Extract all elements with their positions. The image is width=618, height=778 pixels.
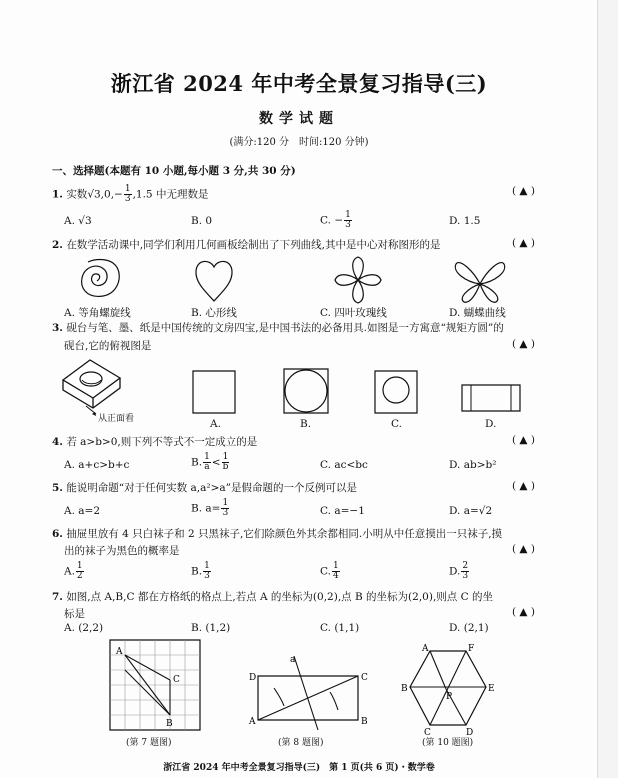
question-text: 若 a>b>0,则下列不等式不一定成立的是 xyxy=(66,436,258,448)
fraction-numerator: 1 xyxy=(204,561,210,571)
fraction xyxy=(203,562,211,581)
fraction-numerator: 1 xyxy=(222,498,229,508)
question-number: 1. xyxy=(52,188,63,201)
score-info: (满分:120 分 时间:120 分钟) xyxy=(229,137,369,148)
option-c: C. (1,1) xyxy=(320,622,360,634)
page-footer: 浙江省 2024 年中考全景复习指导(三) 第 1 页(共 6 页)・数学卷 xyxy=(163,763,435,773)
figure-8-caption: (第 8 题图) xyxy=(278,738,324,748)
option-d-rectangle xyxy=(461,384,521,412)
question-text: 在数学活动课中,同学们利用几何画板绘制出了下列曲线,其中是中心对称图形的是 xyxy=(66,239,441,251)
option-b: B. xyxy=(300,418,312,430)
question-7-line2: 标是 xyxy=(64,608,85,620)
option-label: C. xyxy=(320,565,331,578)
fraction xyxy=(203,453,211,472)
option-c xyxy=(320,211,353,230)
option-b: B. 心形线 xyxy=(191,307,237,319)
fraction xyxy=(124,185,132,204)
question-text: √3,0,− xyxy=(87,188,123,201)
exam-subtitle: 数学试题 xyxy=(259,111,339,127)
less-than-sign: < xyxy=(211,456,221,469)
fraction-numerator: 1 xyxy=(204,452,210,462)
question-number: 6. xyxy=(52,528,63,540)
option-a: A. a+c>b+c xyxy=(64,459,130,471)
option-a: A. 等角螺旋线 xyxy=(64,307,131,319)
fraction xyxy=(222,453,230,472)
cardioid-figure xyxy=(193,257,235,303)
option-a-square xyxy=(192,370,236,414)
fraction xyxy=(76,562,84,581)
exam-title: 浙江省 2024 年中考全景复习指导(三) xyxy=(110,71,488,96)
option-c-square-small-circle xyxy=(374,370,418,414)
fraction-denominator: 3 xyxy=(462,571,469,581)
question-number: 5. xyxy=(52,482,63,494)
four-leaf-rose-figure xyxy=(332,254,384,306)
option-b xyxy=(191,562,212,581)
point-label: B xyxy=(401,684,408,694)
fraction-numerator: 1 xyxy=(222,452,229,462)
question-1 xyxy=(52,185,208,204)
point-label: P xyxy=(446,692,453,702)
fraction xyxy=(221,499,229,518)
fraction xyxy=(344,211,352,230)
point-label: C xyxy=(361,673,368,683)
point-label: E xyxy=(488,684,495,694)
option-label: B. xyxy=(191,456,203,469)
option-c: C. 四叶玫瑰线 xyxy=(320,307,387,319)
question-number: 2. xyxy=(52,239,63,251)
fraction-denominator: 2 xyxy=(76,571,83,581)
fraction-denominator: 4 xyxy=(333,571,339,581)
option-label: C. − xyxy=(320,214,344,227)
answer-mark: ( ▲ ) xyxy=(512,237,535,249)
fraction-numerator: 1 xyxy=(345,210,351,220)
question-number: 7. xyxy=(52,591,63,603)
option-label: B. a= xyxy=(191,502,221,515)
fraction-denominator: 3 xyxy=(222,508,229,518)
fraction-denominator: a xyxy=(204,462,210,472)
question-7-line1 xyxy=(52,589,493,604)
line-label: a xyxy=(290,655,296,665)
question-number: 4. xyxy=(52,436,63,448)
spiral-figure xyxy=(66,257,128,303)
figure-8-rectangle xyxy=(248,654,368,730)
option-a xyxy=(64,562,85,581)
question-text: 砚台与笔、墨、纸是中国传统的文房四宝,是中国书法的必备用具.如图是一方寓意“规矩方圆”的 xyxy=(66,322,504,334)
fraction-numerator: 2 xyxy=(462,561,469,571)
point-label: D xyxy=(249,673,257,683)
fraction-denominator: 3 xyxy=(204,571,210,581)
fraction-numerator: 1 xyxy=(76,561,83,571)
option-a: A. (2,2) xyxy=(64,622,104,634)
option-label: D. xyxy=(449,565,461,578)
front-view-label: 从正面看 xyxy=(98,414,135,424)
option-b: B. 0 xyxy=(191,215,213,227)
option-c xyxy=(320,562,341,581)
point-label: B xyxy=(361,717,368,727)
point-label: C xyxy=(173,675,180,685)
question-text: 抽屉里放有 4 只白袜子和 2 只黑袜子,它们除颜色外其余都相同.小明从中任意摸出一只袜子,摸 xyxy=(66,528,503,540)
point-label: F xyxy=(468,644,475,654)
question-4 xyxy=(52,434,257,449)
answer-mark: ( ▲ ) xyxy=(512,606,535,618)
point-label: C xyxy=(424,728,431,738)
point-label: A xyxy=(116,647,123,657)
option-c: C. a=−1 xyxy=(320,505,365,517)
question-text: ,1.5 中无理数是 xyxy=(132,188,209,201)
point-label: B xyxy=(166,719,173,729)
fraction-numerator: 1 xyxy=(124,184,131,194)
fraction xyxy=(461,562,469,581)
question-text: 如图,点 A,B,C 都在方格纸的格点上,若点 A 的坐标为(0,2),点 B 的坐标为(2,0),则点 C 的坐 xyxy=(66,591,493,603)
answer-mark: ( ▲ ) xyxy=(512,185,535,197)
answer-mark: ( ▲ ) xyxy=(512,543,535,555)
question-6-line1 xyxy=(52,526,502,541)
answer-mark: ( ▲ ) xyxy=(512,434,535,446)
question-5 xyxy=(52,480,357,495)
figure-10-hexagon xyxy=(400,644,500,738)
option-c: C. xyxy=(391,418,402,430)
scrollbar[interactable] xyxy=(597,0,618,778)
fraction-denominator: 3 xyxy=(124,194,131,204)
fraction-numerator: 1 xyxy=(333,561,339,571)
option-label: A. xyxy=(64,565,75,578)
answer-mark: ( ▲ ) xyxy=(512,338,535,350)
option-c: C. ac<bc xyxy=(320,459,368,471)
option-d xyxy=(449,562,470,581)
option-label: B. xyxy=(191,565,203,578)
option-a: A. xyxy=(210,418,221,430)
point-label: A xyxy=(249,717,256,727)
question-text: 能说明命题“对于任何实数 a,a²>a”是假命题的一个反例可以是 xyxy=(66,482,358,494)
figure-7-caption: (第 7 题图) xyxy=(126,738,172,748)
fraction-denominator: b xyxy=(222,462,229,472)
option-d: D. ab>b² xyxy=(449,459,497,471)
option-b-square-inscribed-circle xyxy=(283,368,329,414)
question-number: 3. xyxy=(52,322,63,334)
question-text: 实数 xyxy=(66,188,88,201)
figure-7-grid xyxy=(110,640,200,730)
fraction xyxy=(332,562,340,581)
question-3-line1 xyxy=(52,320,504,335)
option-d: D. a=√2 xyxy=(449,505,493,517)
option-b xyxy=(191,499,230,518)
point-label: D xyxy=(466,728,474,738)
answer-mark: ( ▲ ) xyxy=(512,480,535,492)
option-b: B. (1,2) xyxy=(191,622,231,634)
question-2 xyxy=(52,237,441,252)
option-d: D. (2,1) xyxy=(449,622,489,634)
section-heading: 一、选择题(本题有 10 小题,每小题 3 分,共 30 分) xyxy=(52,165,296,177)
question-3-line2: 砚台,它的俯视图是 xyxy=(64,340,152,352)
option-a: A. √3 xyxy=(64,215,92,227)
figure-10-caption: (第 10 题图) xyxy=(422,738,474,748)
butterfly-curve-figure xyxy=(452,254,508,306)
option-d: D. 蝴蝶曲线 xyxy=(449,307,506,319)
option-a: A. a=2 xyxy=(64,505,100,517)
fraction-denominator: 3 xyxy=(345,220,351,230)
option-b xyxy=(191,453,230,472)
option-d: D. 1.5 xyxy=(449,215,481,227)
question-6-line2: 出的袜子为黑色的概率是 xyxy=(64,545,180,557)
option-d: D. xyxy=(485,418,497,430)
point-label: A xyxy=(422,644,429,654)
